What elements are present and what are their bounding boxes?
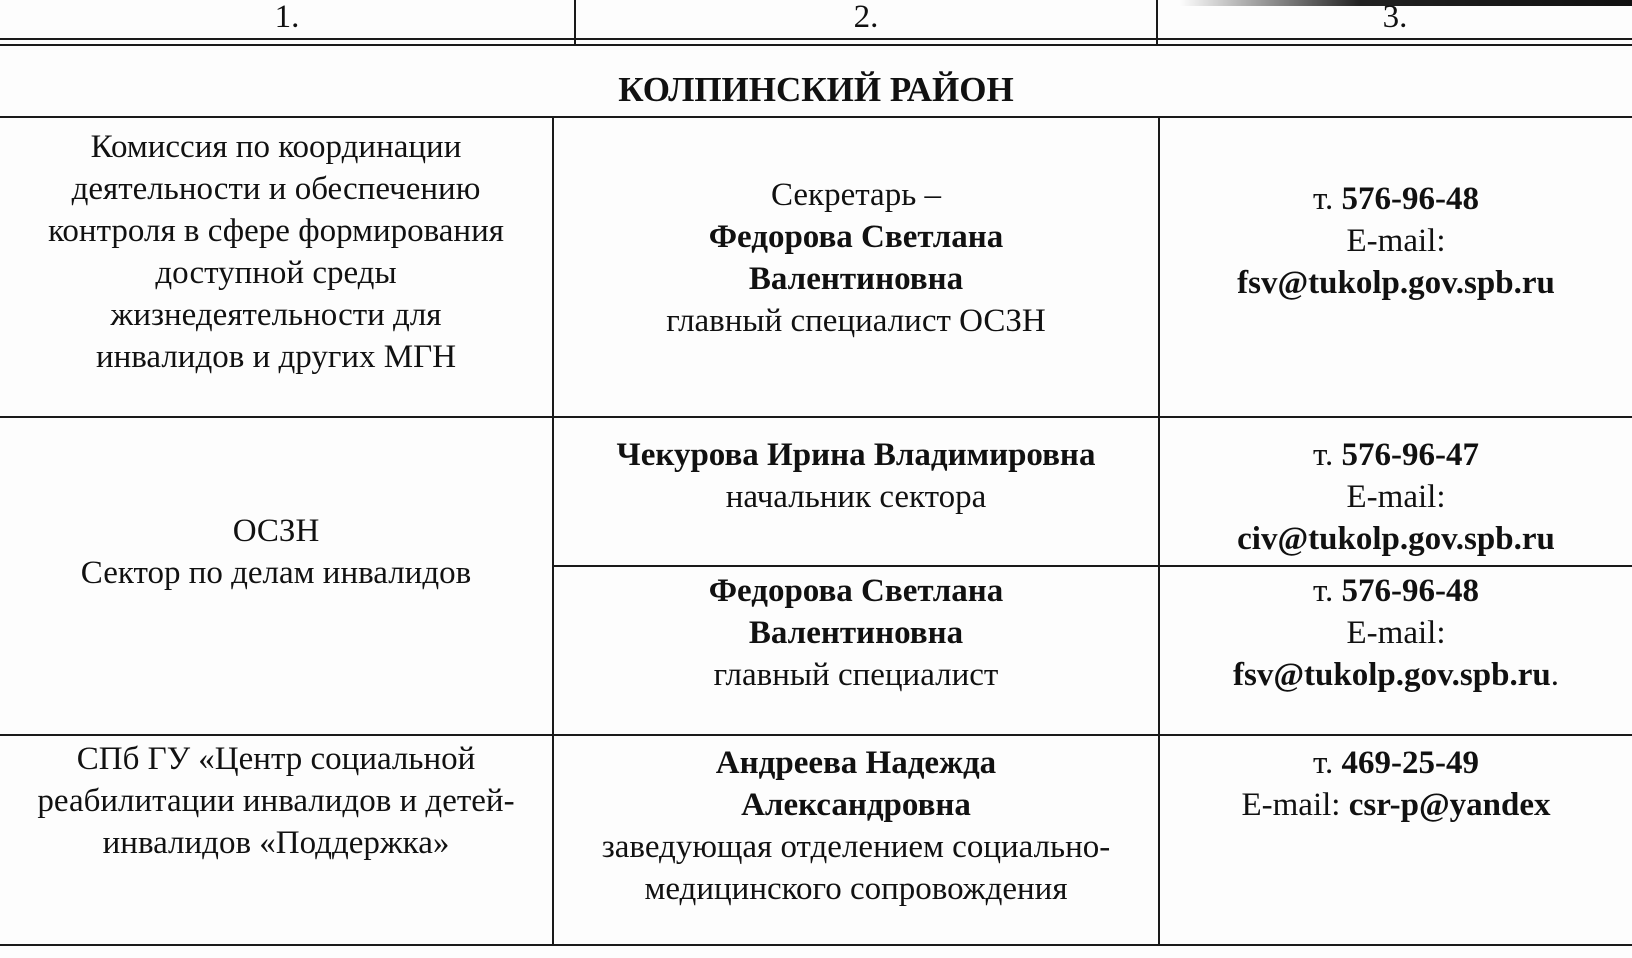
phone-number: 469-25-49 xyxy=(1341,745,1479,781)
person-name: Федорова Светлана xyxy=(708,573,1004,609)
org-line: инвалидов и других МГН xyxy=(95,339,457,375)
phone-number: 576-96-47 xyxy=(1341,437,1479,473)
org-line: СПб ГУ «Центр социальной xyxy=(76,741,476,777)
table-bottom-rule xyxy=(0,944,1632,946)
email-address: fsv@tukolp.gov.spb.ru xyxy=(1237,265,1555,301)
person-name: Андреева Надежда xyxy=(715,745,997,781)
column-number-2: 2. xyxy=(853,0,879,35)
email-line xyxy=(1233,654,1559,696)
org-line: доступной среды xyxy=(155,255,397,291)
column-number-1: 1. xyxy=(274,0,300,35)
person-name: Валентиновна xyxy=(748,615,964,651)
email-line xyxy=(1241,784,1550,826)
email-trailing-punct: . xyxy=(1550,657,1559,693)
row-2-organization xyxy=(0,510,552,594)
header-rule-top xyxy=(0,38,1632,40)
row-1-organization xyxy=(0,126,552,378)
row-2a-contact xyxy=(554,434,1158,518)
person-position: главный специалист xyxy=(713,657,999,693)
email-address: csr-p@yandex xyxy=(1348,787,1551,823)
role-prefix: Секретарь – xyxy=(770,177,941,213)
org-line: жизнедеятельности для xyxy=(110,297,442,333)
person-position: начальник сектора xyxy=(725,479,987,515)
person-position: медицинского сопровождения xyxy=(644,871,1068,907)
person-name: Федорова Светлана xyxy=(708,219,1004,255)
phone-line xyxy=(1313,178,1479,220)
phone-line xyxy=(1313,742,1479,784)
org-line: ОСЗН xyxy=(232,513,320,549)
email-label: E-mail: xyxy=(1346,479,1446,515)
email-address: fsv@tukolp.gov.spb.ru xyxy=(1233,657,1551,693)
row-3-organization xyxy=(0,738,552,864)
org-line: инвалидов «Поддержка» xyxy=(102,825,450,861)
email-label: E-mail: xyxy=(1241,787,1341,823)
person-name: Чекурова Ирина Владимировна xyxy=(616,437,1096,473)
phone-line xyxy=(1313,434,1479,476)
row-2b-contact xyxy=(554,570,1158,696)
org-line: Сектор по делам инвалидов xyxy=(80,555,472,591)
row-3-contact xyxy=(554,742,1158,910)
phone-prefix: т. xyxy=(1313,573,1334,609)
person-position: главный специалист ОСЗН xyxy=(666,303,1046,339)
row-1-contact xyxy=(554,174,1158,342)
email-label: E-mail: xyxy=(1346,615,1446,651)
phone-line xyxy=(1313,570,1479,612)
phone-number: 576-96-48 xyxy=(1341,181,1479,217)
person-name: Валентиновна xyxy=(748,261,964,297)
row-1-rule xyxy=(0,416,1632,418)
row-1-details xyxy=(1160,178,1632,304)
person-name: Александровна xyxy=(741,787,971,823)
row-2b-details xyxy=(1160,570,1632,696)
org-line: Комиссия по координации xyxy=(90,129,462,165)
section-title: КОЛПИНСКИЙ РАЙОН xyxy=(618,70,1014,109)
email-address: civ@tukolp.gov.spb.ru xyxy=(1237,521,1555,557)
org-line: деятельности и обеспечению xyxy=(71,171,481,207)
org-line: реабилитации инвалидов и детей- xyxy=(37,783,515,819)
section-rule xyxy=(0,116,1632,118)
email-label: E-mail: xyxy=(1346,223,1446,259)
org-line: контроля в сфере формирования xyxy=(48,213,504,249)
phone-prefix: т. xyxy=(1313,181,1334,217)
phone-number: 576-96-48 xyxy=(1341,573,1479,609)
column-number-3: 3. xyxy=(1382,0,1408,35)
row-2-rule xyxy=(0,734,1632,736)
header-rule-bottom xyxy=(0,44,1632,46)
row-2-inner-rule xyxy=(552,565,1632,567)
person-position: заведующая отделением социально- xyxy=(601,829,1111,865)
row-2a-details xyxy=(1160,434,1632,560)
phone-prefix: т. xyxy=(1313,437,1334,473)
phone-prefix: т. xyxy=(1313,745,1334,781)
row-3-details xyxy=(1160,742,1632,826)
